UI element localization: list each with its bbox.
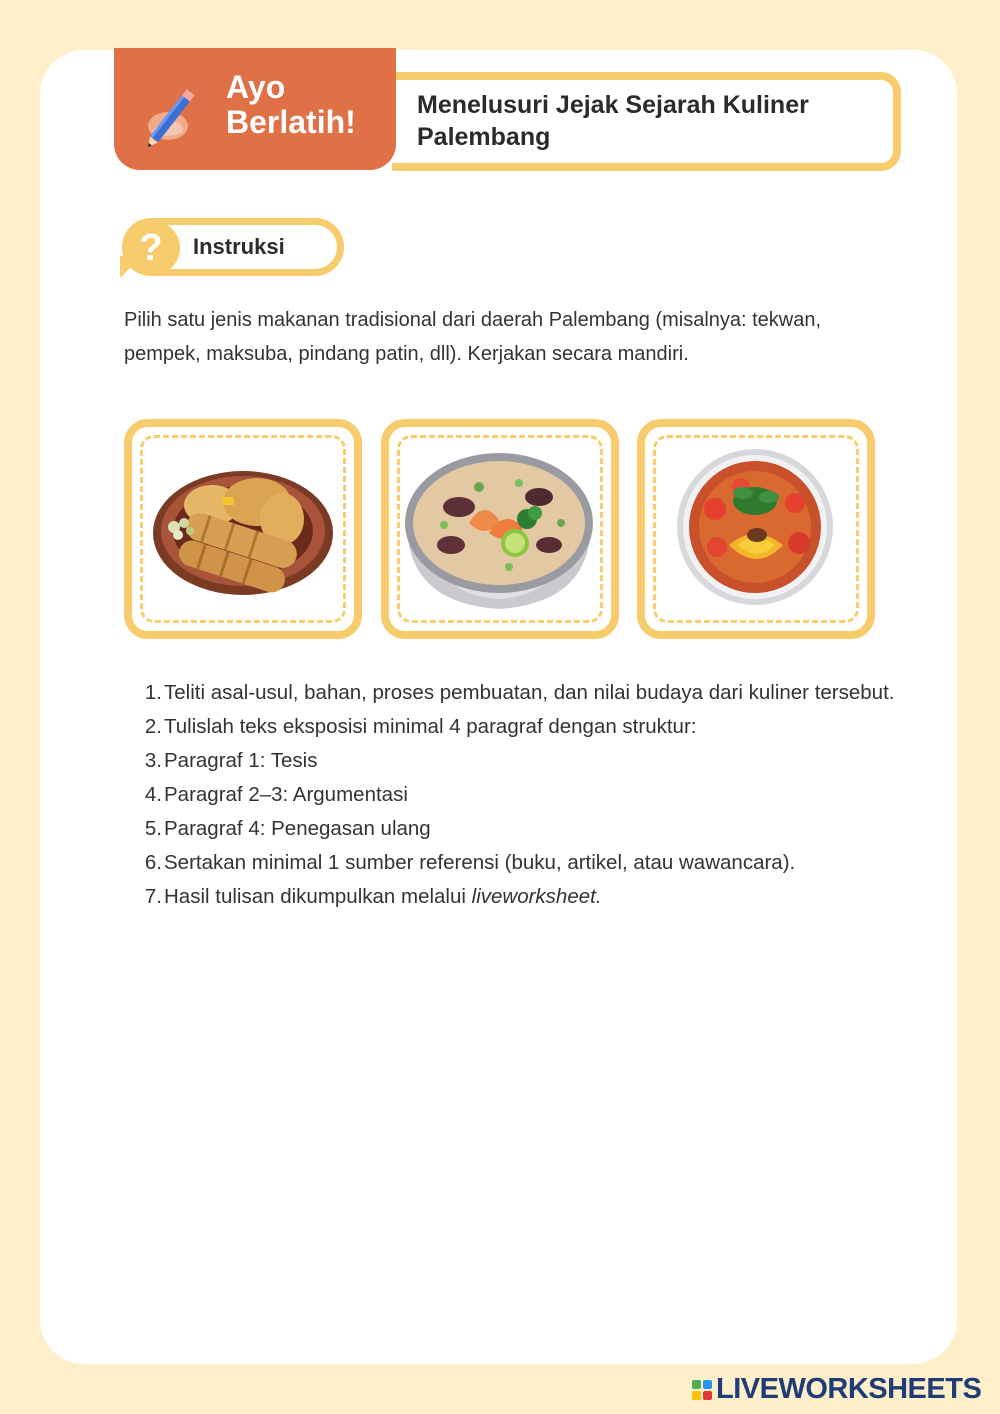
list-item xyxy=(124,676,907,710)
pempek-plate-image xyxy=(132,427,354,631)
food-card-tekwan xyxy=(381,419,619,639)
instruction-text: Pilih satu jenis makanan tradisional dari daerah Palembang (misalnya: tekwan, pempek, maksuba, pindang patin, dll). Kerjakan secara mandiri. xyxy=(124,309,822,365)
pencil-hand-icon xyxy=(138,80,208,150)
pindang-patin-bowl-image xyxy=(645,427,867,631)
list-item-number: 3. xyxy=(144,749,162,772)
list-item-number: 6. xyxy=(144,851,162,874)
liveworksheets-logo-icon xyxy=(692,1380,712,1400)
list-item-text xyxy=(164,880,907,914)
badge-line-1: Ayo xyxy=(226,69,286,105)
list-item-text: Paragraf 4: Penegasan ulang xyxy=(164,817,431,840)
instruction-label: Instruksi xyxy=(193,234,285,259)
list-item xyxy=(124,812,907,846)
list-item xyxy=(124,778,907,812)
liveworksheets-logo-text: LIVEWORKSHEETS xyxy=(716,1373,982,1405)
question-mark-icon: ? xyxy=(139,227,163,269)
list-item-number: 5. xyxy=(144,817,162,840)
list-item-text-italic: liveworksheet. xyxy=(471,885,602,908)
food-card-pindang xyxy=(637,419,875,639)
list-item-number: 2. xyxy=(144,715,162,738)
list-item-text: Paragraf 2–3: Argumentasi xyxy=(164,783,408,806)
list-item-number: 7. xyxy=(144,885,162,908)
list-item-text: Paragraf 1: Tesis xyxy=(164,749,318,772)
list-item-number: 4. xyxy=(144,783,162,806)
list-item-text: Tulislah teks eksposisi minimal 4 paragraf dengan struktur: xyxy=(164,715,697,738)
header-badge xyxy=(114,48,396,170)
list-item xyxy=(124,710,907,744)
list-item-text: Teliti asal-usul, bahan, proses pembuatan, dan nilai budaya dari kuliner tersebut. xyxy=(164,681,895,704)
badge-line-2: Berlatih! xyxy=(226,104,356,140)
list-item xyxy=(124,880,907,914)
list-item xyxy=(124,846,907,880)
list-item xyxy=(124,744,907,778)
tekwan-soup-bowl-image xyxy=(389,427,611,631)
list-item-number: 1. xyxy=(144,681,162,704)
list-item-text: Sertakan minimal 1 sumber referensi (buku, artikel, atau wawancara). xyxy=(164,851,796,874)
liveworksheets-logo xyxy=(692,1373,981,1406)
food-card-pempek xyxy=(124,419,362,639)
badge-text xyxy=(226,70,356,140)
page-title: Menelusuri Jejak Sejarah Kuliner Palembang xyxy=(417,91,809,151)
task-steps-list xyxy=(124,676,907,914)
list-item-text-plain: Hasil tulisan dikumpulkan melalui xyxy=(164,885,472,908)
